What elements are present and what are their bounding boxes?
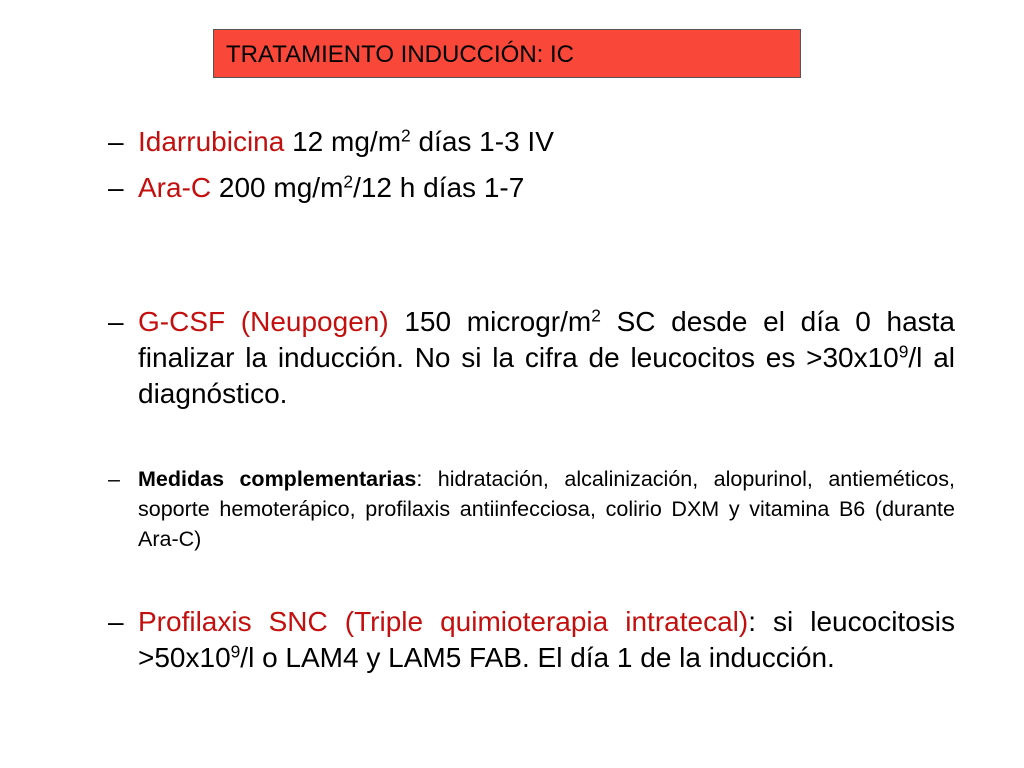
list-item-text (138, 464, 955, 554)
list-item-g-csf (108, 304, 955, 412)
slide-title: TRATAMIENTO INDUCCIÓN: IC (213, 29, 801, 78)
list-item-ara-c (108, 170, 955, 206)
bullet-dash: – (108, 606, 124, 637)
dose-detail: /12 h días 1-7 (353, 172, 525, 203)
superscript: 2 (343, 171, 354, 192)
list-item-text (138, 124, 955, 160)
superscript: 9 (230, 641, 241, 662)
dose-text: 12 mg/m (292, 126, 402, 157)
item-detail: : si leucocitosis >50x10 (138, 606, 955, 673)
item-label: Medidas complementarias (138, 467, 417, 491)
item-detail-end: /l o LAM4 y LAM5 FAB. El día 1 de la inducción. (240, 642, 835, 673)
superscript: 2 (401, 125, 411, 146)
superscript: 2 (591, 305, 601, 326)
drug-name: Idarrubicina (138, 126, 285, 157)
bullet-dash: – (108, 172, 124, 203)
drug-name: Ara-C (138, 172, 212, 203)
superscript: 9 (898, 341, 909, 362)
dose-detail: días 1-3 IV (410, 126, 554, 157)
drug-name: G-CSF (Neupogen) (138, 306, 389, 337)
list-item-profilaxis (108, 604, 955, 676)
bullet-dash: – (108, 467, 120, 491)
dose-text: 150 microgr/m (388, 306, 592, 337)
list-item-text (138, 304, 955, 412)
dose-detail-end: /l al diagnóstico. (138, 342, 955, 409)
bullet-dash: – (108, 126, 124, 157)
drug-name: Profilaxis SNC (Triple quimioterapia intratecal) (138, 606, 749, 637)
item-detail: : hidratación, alcalinización, alopurinol, antieméticos, soporte hemoterápico, profilaxis antiinfecciosa, colirio DXM y vitamina B6 (durante Ara-C) (138, 467, 955, 551)
dose-detail: SC desde el día 0 hasta finalizar la inducción. No si la cifra de leucocitos es >30x10 (138, 306, 955, 373)
bullet-dash: – (108, 306, 124, 337)
list-item-text (138, 170, 955, 206)
dose-text: 200 mg/m (218, 172, 344, 203)
list-item-idarrubicina (108, 124, 955, 160)
list-item-text (138, 604, 955, 676)
list-item-medidas (108, 464, 955, 554)
